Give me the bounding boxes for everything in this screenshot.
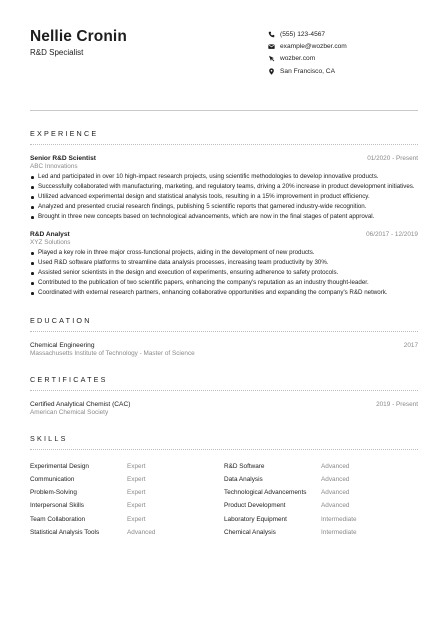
experience-heading: EXPERIENCE (30, 129, 99, 138)
skill-item (224, 526, 418, 539)
skill-name: Data Analysis (224, 476, 263, 484)
skill-level: Advanced (321, 462, 350, 470)
skill-item (30, 460, 224, 473)
job-title: Senior R&D Scientist (30, 155, 96, 162)
bullet-item: Contributed to the publication of two scientific papers, enhancing the company's reputation as an industry thought-leader. (30, 279, 418, 287)
certificate-date: 2019 - Present (376, 400, 418, 408)
education-institution: Massachusetts Institute of Technology - Master of Science (30, 349, 195, 357)
skill-level: Expert (127, 515, 146, 523)
contact-phone-text[interactable]: (555) 123-4567 (280, 30, 326, 38)
skill-item (224, 460, 418, 473)
skill-name: Chemical Analysis (224, 528, 276, 536)
skills-column-right (224, 460, 418, 539)
bullet-item: Played a key role in three major cross-functional projects, aiding in the development of new products. (30, 249, 418, 257)
resume-header (30, 28, 418, 110)
certificate-name: Certified Analytical Chemist (CAC) (30, 400, 131, 408)
skills-grid (30, 460, 418, 539)
bullet-item: Utilized advanced experimental design and statistical analysis tools, resulting in a 15% improvement in product efficiency. (30, 193, 418, 201)
skills-heading: SKILLS (30, 433, 68, 443)
contact-email (268, 40, 347, 52)
job-company: ABC Innovations (30, 163, 78, 170)
certificate-issuer: American Chemical Society (30, 408, 109, 416)
job-entry (30, 155, 418, 221)
bullet-item: Led and participated in over 10 high-impact research projects, using scientific methodologies to develop innovative products. (30, 173, 418, 181)
skill-level: Advanced (321, 476, 350, 484)
skill-item (30, 526, 224, 539)
skill-item (224, 473, 418, 486)
skill-level: Advanced (127, 528, 156, 536)
skill-item (224, 513, 418, 526)
bullet-item: Used R&D software platforms to streamline data analysis processes, increasing team productivity by 30%. (30, 259, 418, 267)
education-heading: EDUCATION (30, 315, 92, 325)
certificates-divider (30, 390, 418, 391)
degree-field: Chemical Engineering (30, 341, 95, 349)
skill-name: Product Development (224, 502, 286, 510)
skill-item (224, 486, 418, 499)
skill-item (30, 486, 224, 499)
job-bullets (30, 173, 418, 221)
skill-item (224, 499, 418, 512)
candidate-name: Nellie Cronin (30, 28, 127, 45)
job-bullets (30, 249, 418, 297)
skill-name: Interpersonal Skills (30, 502, 84, 510)
bullet-item: Analyzed and presented crucial research findings, publishing 5 scientific reports that garnered industry-wide recognition. (30, 203, 418, 211)
skill-level: Expert (127, 489, 146, 497)
email-icon (268, 43, 280, 50)
candidate-title: R&D Specialist (30, 48, 84, 57)
skill-level: Advanced (321, 489, 350, 497)
skill-name: R&D Software (224, 462, 265, 470)
contact-location-text: San Francisco, CA (280, 67, 335, 75)
contact-email-text[interactable]: example@wozber.com (280, 42, 347, 50)
skill-item (30, 513, 224, 526)
skill-name: Laboratory Equipment (224, 515, 287, 523)
contact-list (268, 28, 347, 77)
experience-divider (30, 144, 418, 145)
certificates-heading: CERTIFICATES (30, 374, 108, 384)
skills-divider (30, 449, 418, 450)
certificate-entry (30, 401, 418, 416)
skill-name: Statistical Analysis Tools (30, 528, 100, 536)
skill-item (30, 473, 224, 486)
bullet-item: Coordinated with external research partners, enhancing collaborative opportunities and expanding the company's R&D network. (30, 289, 418, 297)
location-icon (268, 68, 280, 75)
job-company: XYZ Solutions (30, 239, 71, 247)
education-divider (30, 331, 418, 332)
skill-name: Team Collaboration (30, 515, 86, 523)
job-entry (30, 231, 418, 297)
job-title: R&D Analyst (30, 231, 70, 239)
contact-website (268, 53, 347, 65)
contact-website-text[interactable]: wozber.com (280, 55, 316, 63)
skills-column-left (30, 460, 224, 539)
education-entry (30, 342, 418, 357)
contact-phone (268, 28, 347, 40)
skill-level: Advanced (321, 502, 350, 510)
skill-name: Communication (30, 476, 75, 484)
job-date: 06/2017 - 12/2019 (366, 231, 418, 239)
skill-level: Intermediate (321, 515, 357, 523)
bullet-item: Brought in three new concepts based on technological advancements, which are now in the final stages of patent approval. (30, 213, 418, 221)
header-divider (30, 110, 418, 111)
bullet-item: Successfully collaborated with manufacturing, marketing, and regulatory teams, driving a 20% increase in product development initiatives. (30, 183, 418, 191)
skill-level: Expert (127, 502, 146, 510)
skill-name: Experimental Design (30, 462, 89, 470)
education-date: 2017 (403, 341, 418, 349)
contact-location (268, 65, 347, 77)
skill-level: Expert (127, 476, 146, 484)
bullet-item: Assisted senior scientists in the design and execution of experiments, ensuring adherence to safety protocols. (30, 269, 418, 277)
skill-item (30, 499, 224, 512)
skill-level: Expert (127, 462, 146, 470)
skill-level: Intermediate (321, 528, 357, 536)
job-date: 01/2020 - Present (367, 155, 418, 162)
skill-name: Problem-Solving (30, 489, 77, 497)
phone-icon (268, 31, 280, 38)
website-icon (268, 55, 280, 62)
skill-name: Technological Advancements (224, 489, 307, 497)
